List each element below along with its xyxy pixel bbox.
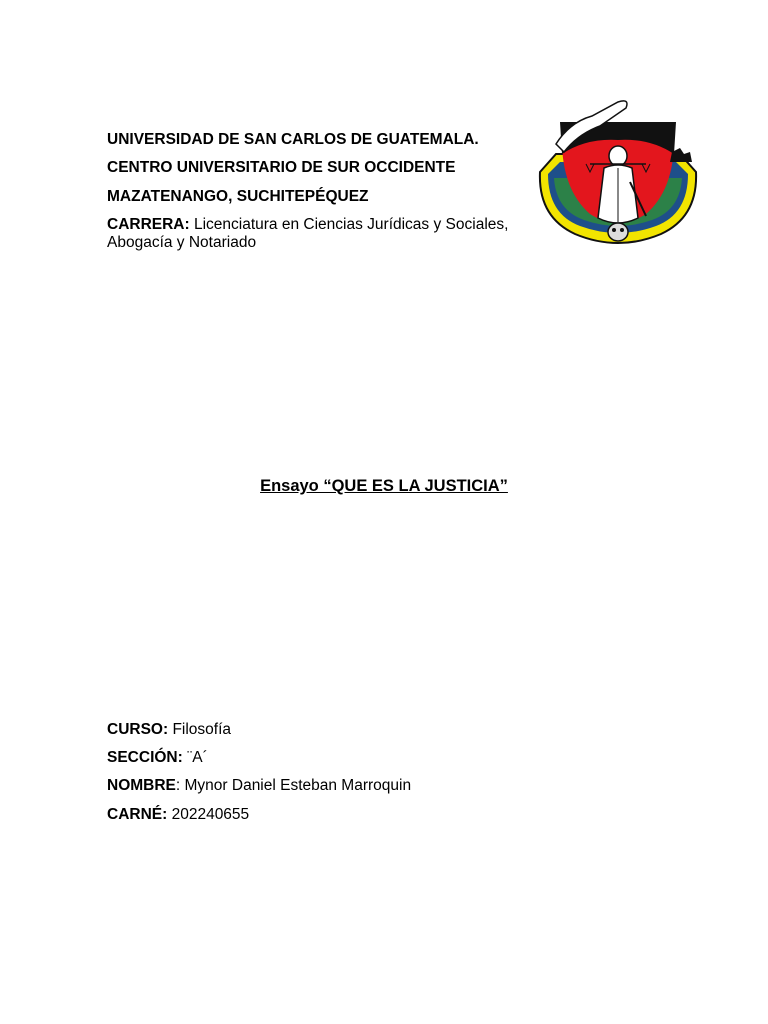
section-value: ¨A´ — [182, 749, 208, 766]
university-seal-logo — [530, 92, 706, 252]
career-line — [107, 216, 512, 252]
course-line — [107, 721, 231, 739]
center-name: CENTRO UNIVERSITARIO DE SUR OCCIDENTE — [107, 159, 456, 176]
id-value: 202240655 — [167, 806, 250, 823]
essay-title: Ensayo “QUE ES LA JUSTICIA” — [260, 477, 508, 495]
section-line — [107, 749, 208, 767]
id-label: CARNÉ: — [107, 806, 168, 823]
course-label: CURSO: — [107, 721, 169, 738]
name-value: : Mynor Daniel Esteban Marroquin — [175, 777, 412, 794]
career-value: Licenciatura en Ciencias Jurídicas y Sociales, Abogacía y Notariado — [107, 216, 509, 251]
university-name: UNIVERSIDAD DE SAN CARLOS DE GUATEMALA. — [107, 131, 479, 148]
name-label: NOMBRE — [107, 777, 176, 794]
name-line — [107, 777, 411, 795]
location: MAZATENANGO, SUCHITEPÉQUEZ — [107, 188, 369, 205]
section-label: SECCIÓN: — [107, 749, 183, 766]
course-value: Filosofía — [168, 721, 232, 738]
career-label: CARRERA: — [107, 216, 190, 233]
id-line — [107, 806, 249, 824]
